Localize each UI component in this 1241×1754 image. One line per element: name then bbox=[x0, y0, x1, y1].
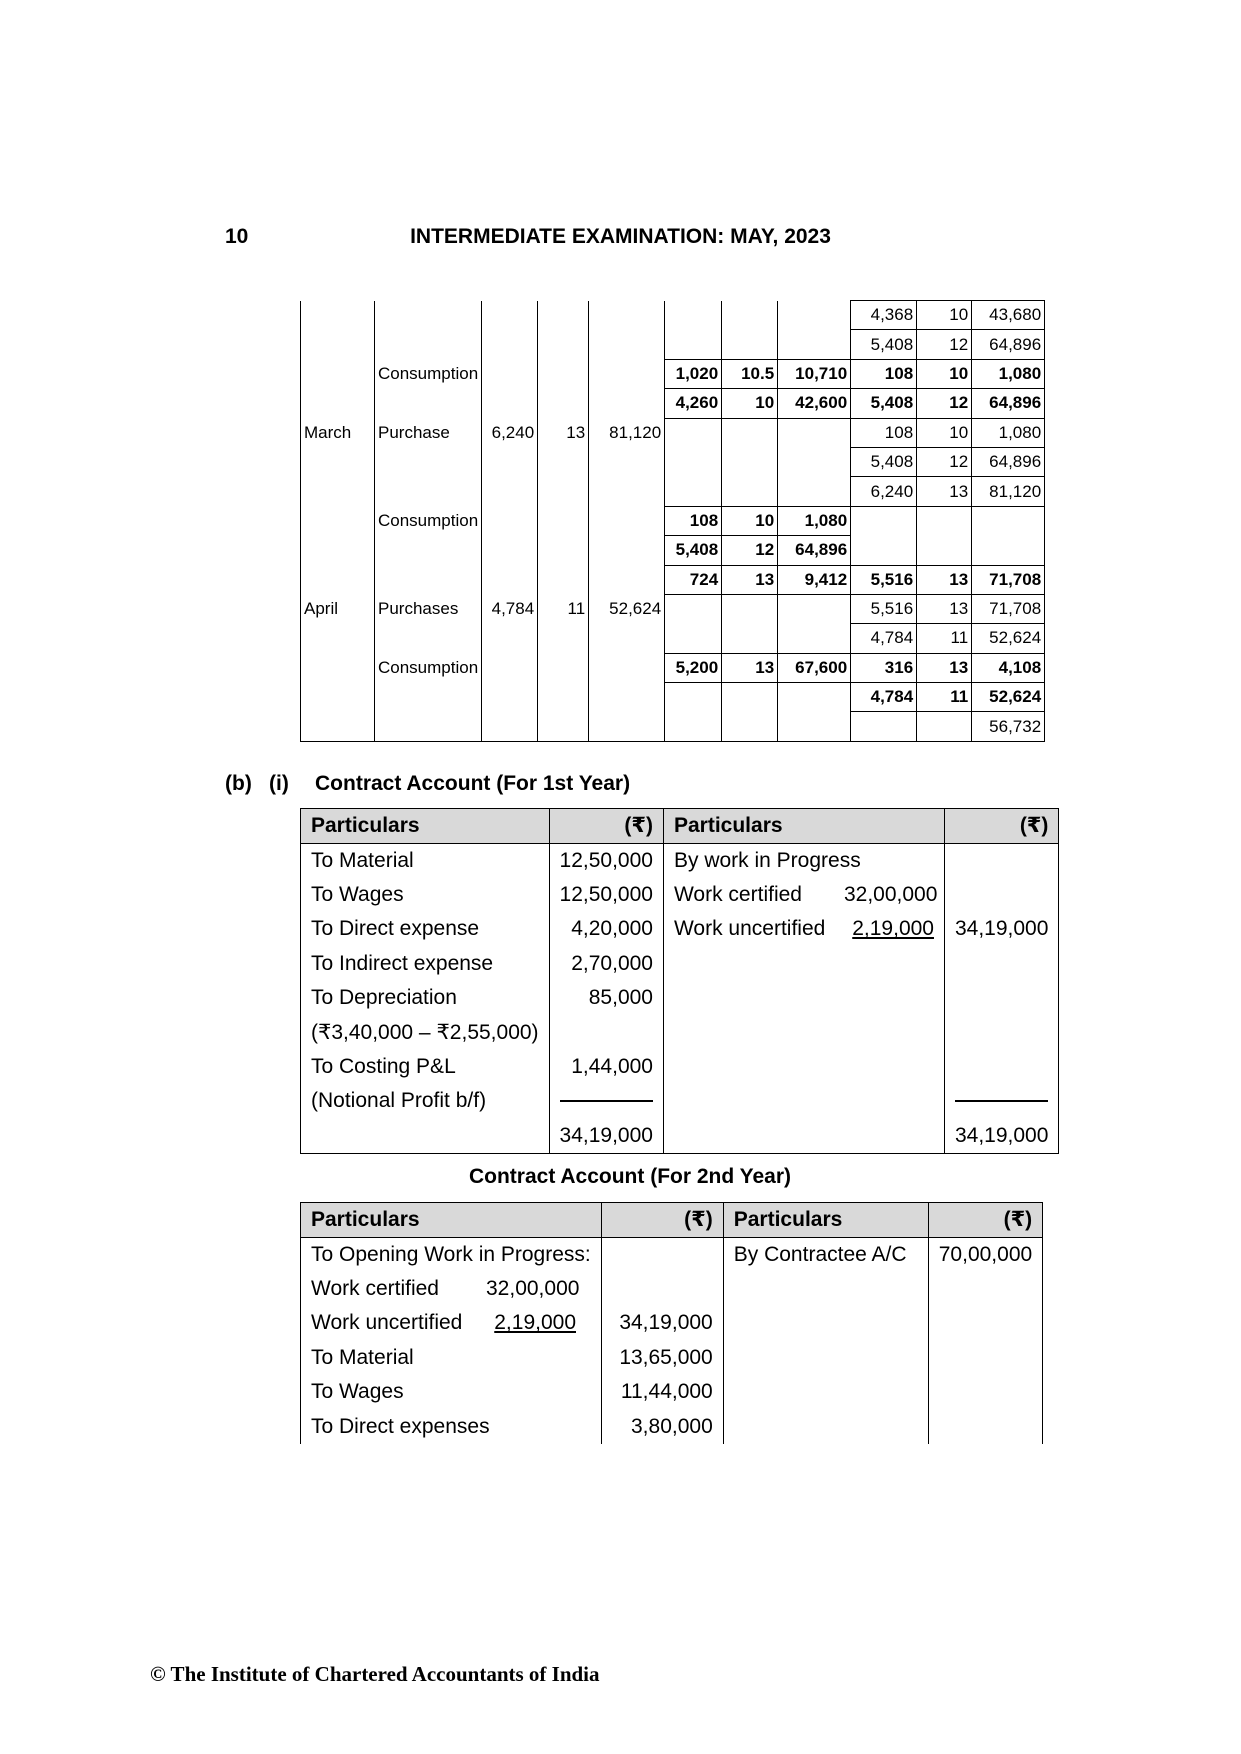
ledger-cell bbox=[482, 653, 538, 682]
ledger-cell bbox=[482, 330, 538, 359]
col-amount: (₹) bbox=[549, 809, 663, 844]
credit-subamount: 2,19,000 bbox=[852, 917, 934, 941]
ledger-cell bbox=[589, 683, 665, 712]
ledger-cell bbox=[482, 683, 538, 712]
ledger-cell bbox=[375, 565, 482, 594]
ledger-cell bbox=[778, 447, 851, 476]
ledger-row bbox=[301, 330, 1045, 359]
ledger-cell: 9,412 bbox=[778, 565, 851, 594]
ledger-cell bbox=[538, 301, 589, 330]
ledger-cell: 71,708 bbox=[972, 594, 1045, 623]
ledger-cell bbox=[301, 389, 375, 418]
ledger-cell: 108 bbox=[851, 418, 917, 447]
ledger-cell: 4,784 bbox=[851, 683, 917, 712]
ledger-cell: Consumption bbox=[375, 506, 482, 535]
ledger-cell: 13 bbox=[722, 653, 778, 682]
ledger-cell: 12 bbox=[917, 330, 972, 359]
ledger-cell: 10 bbox=[917, 418, 972, 447]
ledger-cell: 13 bbox=[917, 653, 972, 682]
ledger-cell: 52,624 bbox=[972, 683, 1045, 712]
ledger-cell: 5,200 bbox=[665, 653, 722, 682]
ledger-cell: Purchases bbox=[375, 594, 482, 623]
ledger-cell: 10 bbox=[917, 301, 972, 330]
ledger-cell bbox=[301, 653, 375, 682]
ledger-cell bbox=[589, 477, 665, 506]
ledger-cell bbox=[375, 447, 482, 476]
ledger-cell bbox=[665, 477, 722, 506]
ledger-cell: 11 bbox=[917, 683, 972, 712]
page-footer: © The Institute of Chartered Accountants of India bbox=[150, 1662, 600, 1686]
ledger-cell: 1,080 bbox=[972, 359, 1045, 388]
ledger-cell: 13 bbox=[917, 565, 972, 594]
ledger-cell bbox=[301, 359, 375, 388]
ledger-cell: 11 bbox=[917, 624, 972, 653]
ledger-cell bbox=[375, 712, 482, 741]
ledger-cell bbox=[301, 624, 375, 653]
section-label-i: (i) bbox=[269, 772, 289, 795]
page-header: INTERMEDIATE EXAMINATION: MAY, 2023 bbox=[410, 225, 831, 248]
ledger-cell: March bbox=[301, 418, 375, 447]
ledger-cell bbox=[538, 359, 589, 388]
ledger-row bbox=[301, 447, 1045, 476]
ledger-cell bbox=[538, 683, 589, 712]
debit-note: (Notional Profit b/f) bbox=[301, 1084, 550, 1118]
debit-amount: 12,50,000 bbox=[549, 878, 663, 912]
ledger-cell bbox=[722, 624, 778, 653]
col-amount: (₹) bbox=[944, 809, 1058, 844]
ledger-row bbox=[301, 594, 1045, 623]
contract-account-year2 bbox=[300, 1202, 1043, 1444]
ledger-cell bbox=[589, 330, 665, 359]
ledger-cell bbox=[589, 712, 665, 741]
ledger-row bbox=[301, 624, 1045, 653]
ledger-cell bbox=[301, 565, 375, 594]
ledger-cell: 10 bbox=[722, 389, 778, 418]
ledger-cell bbox=[665, 683, 722, 712]
col-particulars: Particulars bbox=[723, 1203, 928, 1238]
ledger-cell bbox=[665, 418, 722, 447]
ledger-cell bbox=[375, 330, 482, 359]
ledger-cell bbox=[375, 477, 482, 506]
debit-item: To Opening Work in Progress: bbox=[301, 1238, 602, 1273]
ledger-cell bbox=[589, 624, 665, 653]
ledger-cell: 4,784 bbox=[482, 594, 538, 623]
ledger-cell bbox=[375, 389, 482, 418]
ledger-cell bbox=[301, 683, 375, 712]
ledger-cell bbox=[778, 301, 851, 330]
ledger-cell: 5,516 bbox=[851, 565, 917, 594]
ledger-cell bbox=[589, 536, 665, 565]
credit-item: By work in Progress bbox=[663, 844, 944, 879]
ledger-cell bbox=[538, 477, 589, 506]
store-ledger-table bbox=[300, 300, 1045, 742]
debit-note: (₹3,40,000 – ₹2,55,000) bbox=[301, 1016, 550, 1050]
contract-account-year1 bbox=[300, 808, 1059, 1154]
ledger-cell bbox=[665, 594, 722, 623]
col-particulars: Particulars bbox=[663, 809, 944, 844]
page-number: 10 bbox=[225, 225, 249, 248]
ledger-row bbox=[301, 301, 1045, 330]
ledger-cell: Purchase bbox=[375, 418, 482, 447]
ledger-cell bbox=[778, 330, 851, 359]
debit-item: To Depreciation bbox=[301, 981, 550, 1015]
ledger-cell bbox=[482, 301, 538, 330]
debit-item: To Indirect expense bbox=[301, 947, 550, 981]
ledger-cell bbox=[538, 389, 589, 418]
debit-subitem: Work uncertified bbox=[311, 1311, 463, 1335]
ledger-cell: Consumption bbox=[375, 653, 482, 682]
col-particulars: Particulars bbox=[301, 1203, 602, 1238]
debit-item: To Costing P&L bbox=[301, 1050, 550, 1084]
debit-item: To Direct expenses bbox=[301, 1410, 602, 1444]
ledger-row bbox=[301, 418, 1045, 447]
debit-item: To Direct expense bbox=[301, 912, 550, 946]
ledger-cell bbox=[665, 447, 722, 476]
contract-year2-title: Contract Account (For 2nd Year) bbox=[468, 1165, 792, 1188]
debit-item: To Wages bbox=[301, 878, 550, 912]
ledger-cell: 108 bbox=[851, 359, 917, 388]
ledger-cell bbox=[301, 712, 375, 741]
ledger-cell: 71,708 bbox=[972, 565, 1045, 594]
ledger-cell bbox=[375, 536, 482, 565]
ledger-cell bbox=[301, 447, 375, 476]
ledger-cell bbox=[589, 389, 665, 418]
ledger-cell: April bbox=[301, 594, 375, 623]
ledger-cell bbox=[301, 536, 375, 565]
ledger-cell bbox=[851, 506, 917, 535]
ledger-cell bbox=[375, 301, 482, 330]
total-rule bbox=[955, 1100, 1048, 1102]
ledger-row bbox=[301, 506, 1045, 535]
ledger-cell: 10,710 bbox=[778, 359, 851, 388]
ledger-cell bbox=[722, 447, 778, 476]
contract-year1-title: Contract Account (For 1st Year) bbox=[315, 772, 631, 795]
ledger-cell: 64,896 bbox=[778, 536, 851, 565]
ledger-cell bbox=[778, 624, 851, 653]
ledger-cell: 6,240 bbox=[851, 477, 917, 506]
ledger-cell bbox=[538, 447, 589, 476]
ledger-cell: 10 bbox=[917, 359, 972, 388]
debit-amount: 3,80,000 bbox=[601, 1410, 723, 1444]
ledger-cell: 1,020 bbox=[665, 359, 722, 388]
ledger-cell bbox=[665, 712, 722, 741]
ledger-cell: 5,408 bbox=[851, 447, 917, 476]
ledger-cell bbox=[538, 330, 589, 359]
debit-amount: 11,44,000 bbox=[601, 1375, 723, 1409]
ledger-cell: 1,080 bbox=[778, 506, 851, 535]
ledger-cell bbox=[778, 683, 851, 712]
debit-amount: 1,44,000 bbox=[549, 1050, 663, 1084]
ledger-cell bbox=[665, 624, 722, 653]
ledger-cell: 13 bbox=[917, 477, 972, 506]
ledger-cell bbox=[665, 330, 722, 359]
ledger-cell: 5,408 bbox=[851, 389, 917, 418]
ledger-cell bbox=[482, 712, 538, 741]
ledger-cell: 56,732 bbox=[972, 712, 1045, 741]
debit-amount: 4,20,000 bbox=[549, 912, 663, 946]
ledger-cell bbox=[538, 565, 589, 594]
ledger-cell: 81,120 bbox=[972, 477, 1045, 506]
ledger-cell: 67,600 bbox=[778, 653, 851, 682]
ledger-cell: 12 bbox=[917, 389, 972, 418]
ledger-cell bbox=[972, 536, 1045, 565]
ledger-cell bbox=[589, 653, 665, 682]
ledger-cell bbox=[538, 536, 589, 565]
ledger-row bbox=[301, 536, 1045, 565]
ledger-cell bbox=[917, 536, 972, 565]
ledger-row bbox=[301, 712, 1045, 741]
ledger-row bbox=[301, 565, 1045, 594]
total-rule bbox=[560, 1100, 653, 1102]
ledger-cell: 42,600 bbox=[778, 389, 851, 418]
ledger-row bbox=[301, 653, 1045, 682]
ledger-cell: 4,108 bbox=[972, 653, 1045, 682]
ledger-cell bbox=[301, 301, 375, 330]
ledger-cell bbox=[538, 712, 589, 741]
ledger-cell bbox=[538, 653, 589, 682]
ledger-cell: 12 bbox=[917, 447, 972, 476]
ledger-cell: 13 bbox=[722, 565, 778, 594]
ledger-cell bbox=[722, 301, 778, 330]
ledger-cell bbox=[665, 301, 722, 330]
ledger-cell bbox=[375, 624, 482, 653]
debit-item: To Material bbox=[301, 1341, 602, 1375]
ledger-cell: 316 bbox=[851, 653, 917, 682]
ledger-cell bbox=[589, 506, 665, 535]
ledger-cell: 13 bbox=[538, 418, 589, 447]
ledger-cell bbox=[722, 330, 778, 359]
debit-subitem: Work certified bbox=[311, 1277, 439, 1300]
ledger-cell bbox=[851, 536, 917, 565]
ledger-row bbox=[301, 683, 1045, 712]
credit-subitem: Work uncertified bbox=[673, 917, 826, 941]
ledger-cell bbox=[778, 418, 851, 447]
ledger-row bbox=[301, 389, 1045, 418]
ledger-cell: 5,408 bbox=[851, 330, 917, 359]
ledger-cell bbox=[482, 447, 538, 476]
ledger-cell bbox=[482, 536, 538, 565]
ledger-cell: 4,260 bbox=[665, 389, 722, 418]
ledger-cell bbox=[375, 683, 482, 712]
ledger-cell bbox=[778, 594, 851, 623]
ledger-cell: 724 bbox=[665, 565, 722, 594]
credit-amount: 70,00,000 bbox=[928, 1238, 1042, 1273]
ledger-cell: 64,896 bbox=[972, 389, 1045, 418]
ledger-cell bbox=[722, 477, 778, 506]
ledger-cell: 64,896 bbox=[972, 447, 1045, 476]
col-amount: (₹) bbox=[928, 1203, 1042, 1238]
ledger-cell: 52,624 bbox=[589, 594, 665, 623]
debit-subamount: 32,00,000 bbox=[486, 1277, 580, 1300]
ledger-cell: 64,896 bbox=[972, 330, 1045, 359]
credit-subitem: Work certified bbox=[673, 883, 802, 906]
ledger-cell: Consumption bbox=[375, 359, 482, 388]
debit-amount: 34,19,000 bbox=[601, 1306, 723, 1340]
ledger-cell bbox=[301, 477, 375, 506]
ledger-cell bbox=[482, 565, 538, 594]
ledger-cell bbox=[778, 477, 851, 506]
ledger-cell bbox=[851, 712, 917, 741]
ledger-cell bbox=[482, 477, 538, 506]
ledger-cell bbox=[482, 624, 538, 653]
ledger-cell bbox=[589, 301, 665, 330]
ledger-cell: 52,624 bbox=[972, 624, 1045, 653]
debit-total: 34,19,000 bbox=[549, 1119, 663, 1154]
ledger-cell: 5,516 bbox=[851, 594, 917, 623]
ledger-cell: 4,368 bbox=[851, 301, 917, 330]
ledger-row bbox=[301, 359, 1045, 388]
ledger-cell: 12 bbox=[722, 536, 778, 565]
credit-amount: 34,19,000 bbox=[944, 912, 1058, 946]
ledger-cell bbox=[722, 683, 778, 712]
credit-subamount: 32,00,000 bbox=[843, 883, 938, 906]
ledger-cell: 43,680 bbox=[972, 301, 1045, 330]
ledger-cell bbox=[778, 712, 851, 741]
debit-amount: 13,65,000 bbox=[601, 1341, 723, 1375]
credit-total: 34,19,000 bbox=[944, 1119, 1058, 1154]
ledger-cell bbox=[589, 359, 665, 388]
ledger-cell bbox=[301, 506, 375, 535]
ledger-cell: 10 bbox=[722, 506, 778, 535]
debit-subamount: 2,19,000 bbox=[494, 1311, 576, 1335]
ledger-cell bbox=[589, 447, 665, 476]
ledger-cell bbox=[722, 594, 778, 623]
debit-amount: 85,000 bbox=[549, 981, 663, 1015]
debit-amount: 2,70,000 bbox=[549, 947, 663, 981]
ledger-cell: 81,120 bbox=[589, 418, 665, 447]
col-amount: (₹) bbox=[601, 1203, 723, 1238]
ledger-cell bbox=[482, 359, 538, 388]
ledger-cell: 108 bbox=[665, 506, 722, 535]
ledger-cell: 1,080 bbox=[972, 418, 1045, 447]
ledger-cell: 13 bbox=[917, 594, 972, 623]
ledger-cell: 10.5 bbox=[722, 359, 778, 388]
ledger-cell bbox=[917, 712, 972, 741]
ledger-cell bbox=[917, 506, 972, 535]
ledger-cell bbox=[722, 712, 778, 741]
ledger-cell: 5,408 bbox=[665, 536, 722, 565]
ledger-cell: 4,784 bbox=[851, 624, 917, 653]
ledger-row bbox=[301, 477, 1045, 506]
section-label-b: (b) bbox=[225, 772, 252, 795]
ledger-cell bbox=[589, 565, 665, 594]
ledger-cell: 6,240 bbox=[482, 418, 538, 447]
ledger-cell bbox=[482, 506, 538, 535]
ledger-cell bbox=[538, 624, 589, 653]
debit-item: To Material bbox=[301, 844, 550, 879]
ledger-cell bbox=[972, 506, 1045, 535]
ledger-cell bbox=[301, 330, 375, 359]
ledger-cell: 11 bbox=[538, 594, 589, 623]
col-particulars: Particulars bbox=[301, 809, 550, 844]
debit-amount: 12,50,000 bbox=[549, 844, 663, 879]
ledger-cell bbox=[538, 506, 589, 535]
debit-item: To Wages bbox=[301, 1375, 602, 1409]
ledger-cell bbox=[722, 418, 778, 447]
ledger-cell bbox=[482, 389, 538, 418]
credit-item: By Contractee A/C bbox=[723, 1238, 928, 1273]
